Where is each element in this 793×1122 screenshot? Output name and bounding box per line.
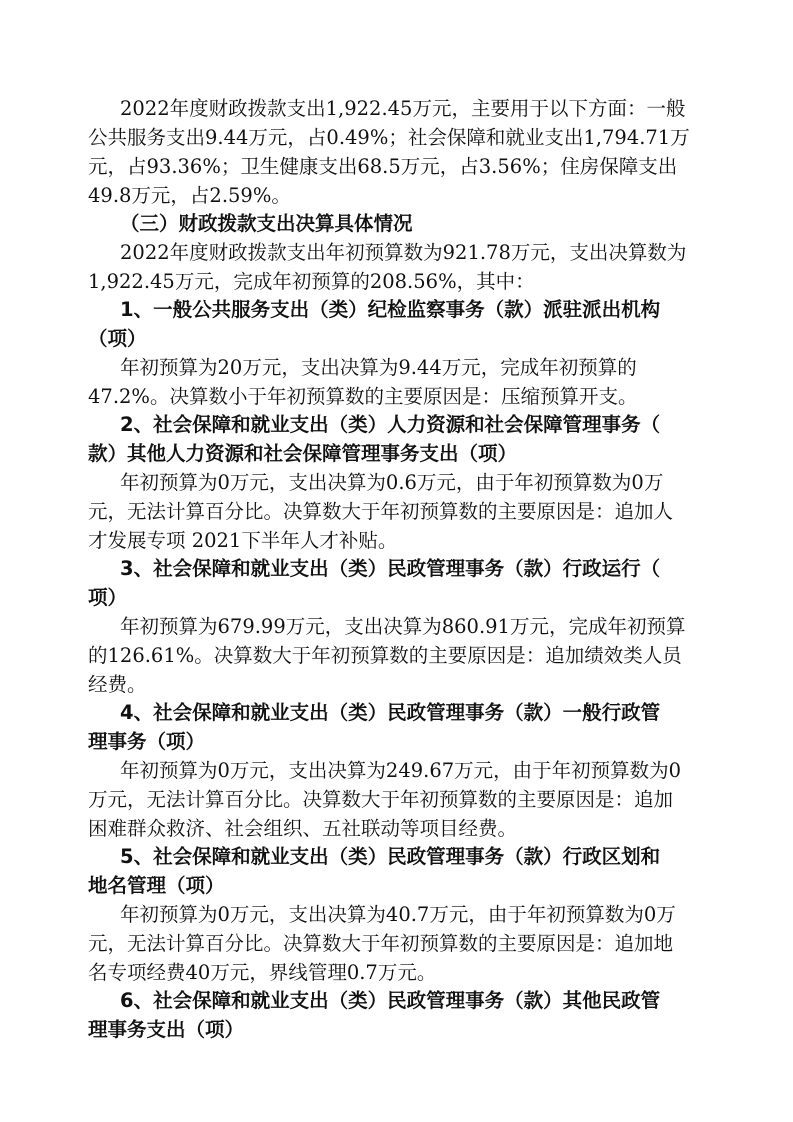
item-heading: 5、社会保障和就业支出（类）民政管理事务（款）行政区划和 — [120, 845, 661, 868]
text-line: 名专项经费40万元，界线管理0.7万元。 — [88, 961, 437, 984]
item-heading: 理事务支出（项） — [88, 1018, 245, 1041]
text-line: 49.8万元，占2.59%。 — [88, 184, 291, 207]
text-line: 2022年度财政拨款支出年初预算数为921.78万元，支出决算数为 — [120, 241, 687, 264]
item-heading: 3、社会保障和就业支出（类）民政管理事务（款）行政运行（ — [120, 557, 661, 580]
text-line: 公共服务支出9.44万元，占0.49%；社会保障和就业支出1,794.71万 — [88, 126, 690, 149]
text-line: 47.2%。决算数小于年初预算数的主要原因是：压缩预算开支。 — [88, 385, 638, 408]
text-line: 的126.61%。决算数大于年初预算数的主要原因是：追加绩效类人员 — [88, 644, 682, 667]
item-heading: 4、社会保障和就业支出（类）民政管理事务（款）一般行政管 — [120, 701, 661, 724]
text-line: 元，占93.36%；卫生健康支出68.5万元，占3.56%；住房保障支出 — [88, 155, 678, 178]
text-line: 元，无法计算百分比。决算数大于年初预算数的主要原因是：追加人 — [88, 500, 674, 523]
text-line: 年初预算为20万元，支出决算为9.44万元，完成年初预算的 — [120, 356, 637, 379]
text-line: 元，无法计算百分比。决算数大于年初预算数的主要原因是：追加地 — [88, 932, 674, 955]
text-line: 1,922.45万元，完成年初预算的208.56%，其中： — [88, 270, 535, 293]
item-heading: 1、一般公共服务支出（类）纪检监察事务（款）派驻派出机构 — [120, 298, 661, 321]
item-heading: 6、社会保障和就业支出（类）民政管理事务（款）其他民政管 — [120, 989, 661, 1012]
text-line: 年初预算为0万元，支出决算为0.6万元，由于年初预算数为0万 — [120, 471, 664, 494]
text-line: 2022年度财政拨款支出1,922.45万元，主要用于以下方面：一般 — [120, 97, 686, 120]
text-line: 年初预算为679.99万元，支出决算为860.91万元，完成年初预算 — [120, 615, 686, 638]
item-heading: 2、社会保障和就业支出（类）人力资源和社会保障管理事务（ — [120, 413, 661, 436]
item-heading: 地名管理（项） — [88, 874, 225, 897]
text-line: 年初预算为0万元，支出决算为249.67万元，由于年初预算数为0 — [120, 759, 682, 782]
text-line: 困难群众救济、社会组织、五社联动等项目经费。 — [88, 817, 518, 840]
item-heading: （项） — [88, 327, 147, 350]
text-line: 经费。 — [88, 673, 147, 696]
section-heading: （三）财政拨款支出决算具体情况 — [120, 212, 413, 235]
text-line: 才发展专项 2021下半年人才补贴。 — [88, 529, 398, 552]
item-heading: 款）其他人力资源和社会保障管理事务支出（项） — [88, 442, 518, 465]
text-line: 年初预算为0万元，支出决算为40.7万元，由于年初预算数为0万 — [120, 903, 676, 926]
item-heading: 理事务（项） — [88, 730, 206, 753]
item-heading: 项） — [88, 586, 128, 609]
text-line: 万元，无法计算百分比。决算数大于年初预算数的主要原因是：追加 — [88, 788, 674, 811]
